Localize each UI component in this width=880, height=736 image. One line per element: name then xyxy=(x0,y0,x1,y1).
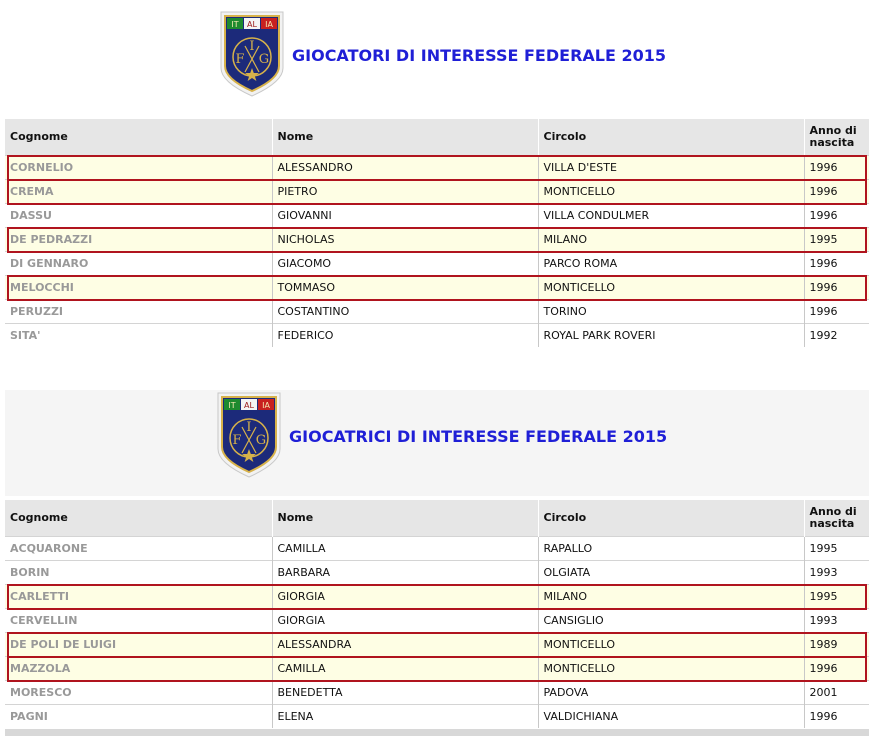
men-title: GIOCATORI DI INTERESSE FEDERALE 2015 xyxy=(292,46,666,65)
table-row xyxy=(5,537,869,561)
cell-nome: CAMILLA xyxy=(272,537,538,561)
cell-anno: 1996 xyxy=(804,204,869,228)
cell-cognome: CREMA xyxy=(5,180,272,204)
table-row xyxy=(5,609,869,633)
cell-nome: GIORGIA xyxy=(272,609,538,633)
cell-circolo: OLGIATA xyxy=(538,561,804,585)
cell-cognome: CORNELIO xyxy=(5,156,272,180)
cell-circolo: VILLA CONDULMER xyxy=(538,204,804,228)
logo-it: IT xyxy=(228,401,236,410)
col-cognome: Cognome xyxy=(5,500,272,537)
cell-nome: ALESSANDRO xyxy=(272,156,538,180)
women-title: GIOCATRICI DI INTERESSE FEDERALE 2015 xyxy=(289,427,668,446)
cell-cognome: DASSU xyxy=(5,204,272,228)
cell-nome: BENEDETTA xyxy=(272,681,538,705)
cell-cognome: CERVELLIN xyxy=(5,609,272,633)
fig-logo xyxy=(216,391,282,479)
cell-nome: GIORGIA xyxy=(272,585,538,609)
logo-ia: IA xyxy=(265,20,273,29)
logo-i: I xyxy=(246,420,252,435)
cell-anno: 1993 xyxy=(804,561,869,585)
logo-al: AL xyxy=(247,20,257,29)
cell-nome: CAMILLA xyxy=(272,657,538,681)
col-nome: Nome xyxy=(272,500,538,537)
table-row xyxy=(5,204,869,228)
logo-al: AL xyxy=(244,401,254,410)
cell-anno: 1996 xyxy=(804,156,869,180)
cell-circolo: MONTICELLO xyxy=(538,276,804,300)
cell-cognome: PERUZZI xyxy=(5,300,272,324)
table-row xyxy=(5,252,869,276)
cell-cognome: DI GENNARO xyxy=(5,252,272,276)
cell-cognome: PAGNI xyxy=(5,705,272,729)
cell-anno: 1996 xyxy=(804,180,869,204)
cell-circolo: RAPALLO xyxy=(538,537,804,561)
cell-circolo: ROYAL PARK ROVERI xyxy=(538,324,804,348)
cell-anno: 1989 xyxy=(804,633,869,657)
table-row xyxy=(5,585,869,609)
col-nome: Nome xyxy=(272,119,538,156)
cell-cognome: DE PEDRAZZI xyxy=(5,228,272,252)
cell-circolo: PADOVA xyxy=(538,681,804,705)
cell-cognome: ACQUARONE xyxy=(5,537,272,561)
table-row xyxy=(5,324,869,348)
cell-anno: 1995 xyxy=(804,228,869,252)
men-header-row xyxy=(5,119,869,156)
women-header-row xyxy=(5,500,869,537)
table-row xyxy=(5,657,869,681)
cell-cognome: CARLETTI xyxy=(5,585,272,609)
cell-circolo: TORINO xyxy=(538,300,804,324)
cell-nome: TOMMASO xyxy=(272,276,538,300)
cell-cognome: BORIN xyxy=(5,561,272,585)
table-row xyxy=(5,633,869,657)
cell-nome: ALESSANDRA xyxy=(272,633,538,657)
cell-nome: ELENA xyxy=(272,705,538,729)
cell-cognome: MAZZOLA xyxy=(5,657,272,681)
col-cognome: Cognome xyxy=(5,119,272,156)
cell-anno: 1996 xyxy=(804,252,869,276)
table-row xyxy=(5,276,869,300)
cell-anno: 2001 xyxy=(804,681,869,705)
col-anno: Anno di nascita xyxy=(804,119,869,156)
cell-anno: 1996 xyxy=(804,705,869,729)
cell-anno: 1993 xyxy=(804,609,869,633)
logo-f: F xyxy=(232,433,242,448)
cell-nome: PIETRO xyxy=(272,180,538,204)
col-circolo: Circolo xyxy=(538,500,804,537)
cell-cognome: SITA' xyxy=(5,324,272,348)
cell-circolo: MILANO xyxy=(538,228,804,252)
cell-nome: BARBARA xyxy=(272,561,538,585)
col-anno: Anno di nascita xyxy=(804,500,869,537)
cell-anno: 1995 xyxy=(804,537,869,561)
logo-f: F xyxy=(235,52,245,67)
logo-g: G xyxy=(258,52,270,67)
cell-nome: GIACOMO xyxy=(272,252,538,276)
cell-circolo: MONTICELLO xyxy=(538,180,804,204)
table-row xyxy=(5,705,869,729)
cell-cognome: MORESCO xyxy=(5,681,272,705)
cell-cognome: DE POLI DE LUIGI xyxy=(5,633,272,657)
logo-it: IT xyxy=(231,20,239,29)
cell-circolo: PARCO ROMA xyxy=(538,252,804,276)
logo-g: G xyxy=(255,433,267,448)
cell-cognome: MELOCCHI xyxy=(5,276,272,300)
logo-ia: IA xyxy=(262,401,270,410)
men-table xyxy=(5,119,869,347)
fig-logo xyxy=(219,10,285,98)
cell-circolo: VILLA D'ESTE xyxy=(538,156,804,180)
table-row xyxy=(5,300,869,324)
cell-nome: COSTANTINO xyxy=(272,300,538,324)
women-table xyxy=(5,500,869,728)
cell-circolo: MILANO xyxy=(538,585,804,609)
bottom-scroll-bar xyxy=(5,729,869,736)
table-row xyxy=(5,561,869,585)
table-row xyxy=(5,156,869,180)
cell-anno: 1996 xyxy=(804,276,869,300)
table-row xyxy=(5,180,869,204)
table-row xyxy=(5,228,869,252)
table-row xyxy=(5,681,869,705)
cell-circolo: MONTICELLO xyxy=(538,657,804,681)
col-circolo: Circolo xyxy=(538,119,804,156)
logo-i: I xyxy=(249,39,255,54)
cell-circolo: CANSIGLIO xyxy=(538,609,804,633)
cell-nome: NICHOLAS xyxy=(272,228,538,252)
cell-anno: 1992 xyxy=(804,324,869,348)
cell-nome: FEDERICO xyxy=(272,324,538,348)
cell-circolo: VALDICHIANA xyxy=(538,705,804,729)
cell-anno: 1996 xyxy=(804,300,869,324)
cell-anno: 1996 xyxy=(804,657,869,681)
cell-nome: GIOVANNI xyxy=(272,204,538,228)
cell-anno: 1995 xyxy=(804,585,869,609)
cell-circolo: MONTICELLO xyxy=(538,633,804,657)
